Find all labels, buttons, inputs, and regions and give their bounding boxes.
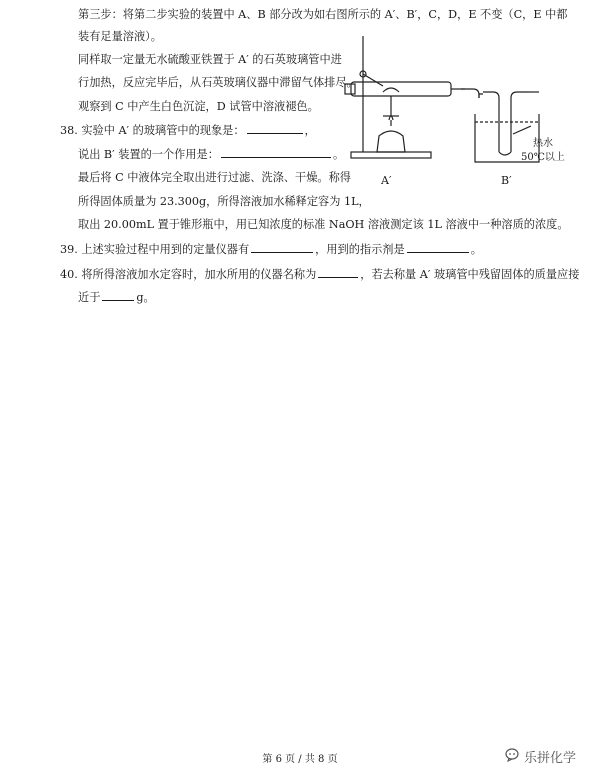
q39-prompt-b: ，用到的指示剂是 — [315, 243, 405, 256]
q38-punct-b: 。 — [332, 148, 345, 161]
q38-line1 — [60, 122, 316, 139]
q38-line3: 最后将 C 中液体完全取出进行过滤、洗涤、干燥。称得 — [78, 171, 351, 184]
q39-line — [60, 241, 482, 258]
q40-prompt-c: 近于 — [78, 291, 101, 304]
q40-unit: g。 — [136, 291, 155, 304]
q39-answer-blank-1[interactable] — [251, 241, 313, 253]
intro-line3: 观察到 C 中产生白色沉淀，D 试管中溶液褪色。 — [78, 100, 319, 113]
q39-prompt-a: 39. 上述实验过程中用到的定量仪器有 — [60, 243, 250, 256]
intro-line1: 同样取一定量无水硫酸亚铁置于 A′ 的石英玻璃管中进 — [78, 53, 342, 66]
alcohol-lamp — [377, 131, 405, 152]
q40-line2 — [78, 289, 155, 306]
apparatus-figure — [343, 34, 573, 194]
q39-answer-blank-2[interactable] — [407, 241, 469, 253]
q38-prompt-b: 说出 B′ 装置的一个作用是： — [78, 148, 219, 161]
apparatus-drawing — [343, 34, 573, 194]
note-temperature: 50℃以上 — [521, 152, 565, 163]
q40-prompt-a: 40. 将所得溶液加水定容时，加水所用的仪器名称为 — [60, 268, 317, 281]
quartz-tube — [351, 82, 451, 96]
label-a-prime: A′ — [381, 174, 392, 187]
wechat-icon — [505, 748, 521, 766]
lamp-flame — [389, 116, 393, 120]
q38-line2 — [78, 146, 344, 163]
q38-line5: 取出 20.00mL 置于锥形瓶中，用已知浓度的标准 NaOH 溶液测定该 1L 溶液中一种溶质的浓度。 — [78, 218, 569, 231]
q38-answer-blank-2[interactable] — [221, 146, 331, 158]
page-footer: 第 6 页 / 共 8 页 — [262, 754, 338, 765]
intro-line2: 行加热，反应完毕后，从石英玻璃仪器中滞留气体排尽。 — [78, 76, 358, 89]
tube-connector — [479, 94, 483, 98]
step3-line1: 第三步：将第二步实验的装置中 A、B 部分改为如右图所示的 A′、B′，C，D，E 不变（C，E 中都 — [78, 8, 568, 21]
q40-prompt-b: ，若去称量 A′ 玻璃管中残留固体的质量应接 — [360, 268, 580, 281]
q40-answer-blank-1[interactable] — [318, 266, 358, 278]
note-leader — [513, 126, 531, 134]
q40-line1 — [60, 266, 579, 283]
q39-punct: 。 — [470, 243, 482, 256]
q38-punct-a: ， — [304, 124, 316, 137]
stand-base — [351, 152, 431, 158]
step3-line2: 装有足量溶液）。 — [78, 30, 162, 43]
q40-answer-blank-2[interactable] — [102, 289, 134, 301]
q38-answer-blank-1[interactable] — [247, 122, 303, 134]
connecting-tube — [461, 89, 479, 98]
tube-stopper-left — [345, 84, 355, 94]
q38-prompt-a: 38. 实验中 A′ 的玻璃管中的现象是： — [60, 124, 245, 137]
u-tube-bottom — [499, 152, 511, 155]
sample-powder — [383, 88, 399, 92]
note-hot-water: 热水 — [533, 138, 553, 149]
label-b-prime: B′ — [501, 174, 512, 187]
watermark-text: 乐拼化学 — [524, 751, 577, 766]
watermark — [505, 747, 576, 766]
q38-line4: 所得固体质量为 23.300g，所得溶液加水稀释定容为 1L， — [78, 195, 370, 208]
